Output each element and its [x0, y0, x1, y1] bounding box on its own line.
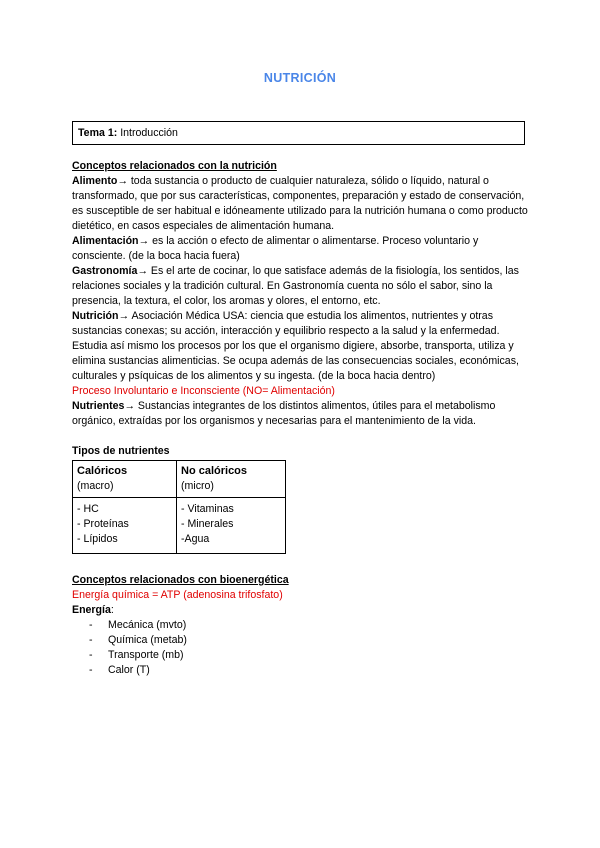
term-alimentacion: Alimentación	[72, 235, 139, 247]
definition-nutrientes: Sustancias integrantes de los distintos alimentos, útiles para el metabolismo orgánico, extraídas por los organismos y necesarias para el mantenimiento de la vida.	[72, 400, 496, 427]
table-header-row	[73, 461, 286, 498]
section-heading-bioenergetica: Conceptos relacionados con bioenergética	[72, 574, 289, 586]
page-title: NUTRICIÓN	[263, 71, 337, 85]
list-item: - Proteínas	[77, 518, 129, 530]
table-cell	[73, 498, 177, 554]
arrow-icon: →	[117, 175, 128, 187]
nutrients-table	[72, 460, 286, 554]
paragraph-alimentacion	[72, 234, 528, 264]
column-subtitle-macro: (macro)	[77, 480, 114, 492]
topic-label: Tema 1:	[78, 127, 118, 139]
arrow-icon: →	[137, 265, 148, 277]
term-gastronomia: Gastronomía	[72, 265, 138, 277]
list-item: - Lípidos	[77, 533, 118, 545]
table-cell	[177, 461, 286, 498]
paragraph-gastronomia	[72, 264, 528, 309]
energia-label: Energía	[72, 604, 111, 616]
list-item: - Vitaminas	[181, 503, 234, 515]
topic-name: Introducción	[120, 127, 178, 139]
arrow-icon: →	[138, 235, 150, 247]
list-item: - Calor (T)	[89, 663, 528, 678]
column-title-no-caloricos: No calóricos	[181, 465, 248, 477]
document-body	[72, 159, 528, 678]
energia-colon: :	[110, 604, 114, 616]
list-item: - Minerales	[181, 518, 234, 530]
section-heading-nutricion: Conceptos relacionados con la nutrición	[72, 160, 277, 172]
definition-gastronomia: Es el arte de cocinar, lo que satisface además de la fisiología, los sentidos, las relaciones sociales y la tradición cultural. En Gastronomía cuenta no sólo el sabor, sino la presencia, la textura, el color, los aromas y olores, el entorno, etc.	[72, 265, 519, 307]
list-item: - HC	[77, 503, 99, 515]
paragraph-alimento	[72, 174, 528, 234]
energia-label-line	[72, 603, 528, 618]
topic-box	[72, 121, 525, 145]
term-nutrientes: Nutrientes	[72, 400, 125, 412]
table-row	[73, 498, 286, 554]
list-item: -Agua	[181, 533, 210, 545]
arrow-icon: →	[118, 310, 130, 322]
red-line-atp: Energía química = ATP (adenosina trifosfato)	[72, 589, 283, 601]
column-title-caloricos: Calóricos	[77, 465, 128, 477]
list-item: - Transporte (mb)	[89, 648, 528, 663]
table-heading: Tipos de nutrientes	[72, 445, 170, 457]
term-alimento: Alimento	[72, 175, 118, 187]
red-note: Proceso Involuntario e Inconsciente (NO= Alimentación)	[72, 385, 335, 397]
definition-alimento: toda sustancia o producto de cualquier naturaleza, sólido o líquido, natural o transformado, que por sus características, componentes, preparación y estado de conservación, es susceptible de ser habitual e idóneamente utilizado para la nutrición humana o como producto dietético, en casos especiales de alimentación humana.	[72, 175, 528, 232]
table-cell	[177, 498, 286, 554]
energy-list	[72, 618, 528, 678]
table-cell	[73, 461, 177, 498]
definition-nutricion: Asociación Médica USA: ciencia que estudia los alimentos, nutrientes y otras sustancias conexas; su acción, interacción y equilibrio respecto a la salud y la enfermedad. Estudia así mismo los procesos por los que el organismo digiere, absorbe, transporta, utiliza y elimina sustancias alimenticias. Se ocupa además de las consecuencias sociales, económicas, culturales y psíquicas de los alimentos y su ingesta. (de la boca hacia dentro)	[72, 310, 519, 382]
paragraph-nutrientes	[72, 399, 528, 429]
term-nutricion: Nutrición	[72, 310, 119, 322]
column-subtitle-micro: (micro)	[181, 480, 214, 492]
paragraph-nutricion	[72, 309, 528, 384]
list-item: - Mecánica (mvto)	[89, 618, 528, 633]
list-item: - Química (metab)	[89, 633, 528, 648]
arrow-icon: →	[124, 400, 135, 412]
definition-alimentacion: es la acción o efecto de alimentar o alimentarse. Proceso voluntario y consciente. (de la boca hacia fuera)	[72, 235, 479, 262]
